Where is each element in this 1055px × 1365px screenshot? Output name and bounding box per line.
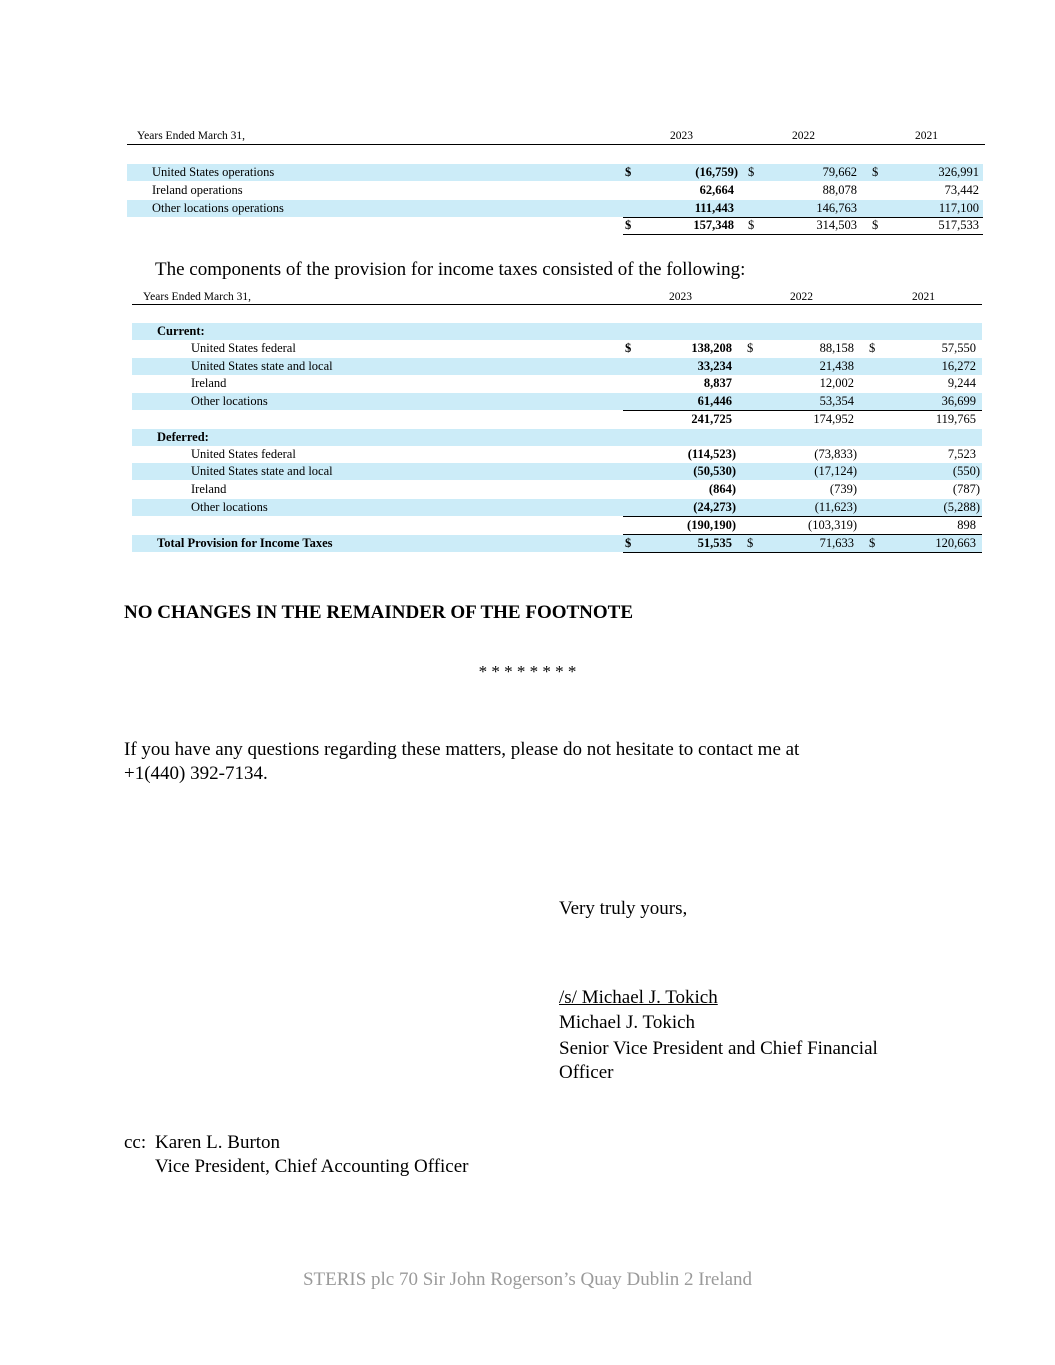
subtotal-2022: (103,319) — [808, 518, 857, 532]
closing-salutation: Very truly yours, — [559, 898, 688, 919]
currency-symbol: $ — [625, 218, 632, 232]
row-label: Other locations — [191, 394, 268, 408]
income-tax-provision-table — [132, 287, 987, 559]
row-label: Ireland — [191, 482, 227, 496]
value-2023: 138,208 — [691, 341, 732, 355]
value-2023: (50,530) — [693, 464, 736, 478]
value-2022: (17,124) — [814, 464, 857, 478]
grand-total-top-rule — [623, 534, 982, 535]
value-2021: 16,272 — [941, 359, 976, 373]
signer-title-line1: Senior Vice President and Chief Financial — [559, 1038, 878, 1059]
value-2023: 33,234 — [697, 359, 732, 373]
currency-symbol: $ — [748, 165, 755, 179]
year-header-2022: 2022 — [792, 130, 815, 142]
year-header-2021: 2021 — [915, 130, 938, 142]
value-2021: (787) — [952, 482, 980, 496]
section-label: Current: — [157, 324, 205, 338]
row-label: Other locations operations — [152, 201, 284, 215]
total-rule — [623, 234, 983, 235]
table-header-label: Years Ended March 31, — [137, 130, 246, 142]
no-changes-notice: NO CHANGES IN THE REMAINDER OF THE FOOTNOTE — [124, 602, 634, 623]
section-header-deferred — [132, 429, 982, 446]
currency-symbol: $ — [872, 218, 879, 232]
value-2022: 12,002 — [819, 376, 854, 390]
value-2022: 21,438 — [819, 359, 854, 373]
header-rule — [127, 144, 985, 145]
value-2021: 117,100 — [938, 201, 979, 215]
value-2023: (114,523) — [687, 447, 736, 461]
row-label: United States state and local — [191, 464, 333, 478]
row-label: Ireland — [191, 376, 227, 390]
value-2022: (11,623) — [814, 500, 857, 514]
subtotal-2021: 119,765 — [935, 412, 976, 426]
year-header-2021: 2021 — [912, 291, 935, 303]
table-row — [127, 182, 983, 199]
subtotal-2023: 241,725 — [691, 412, 732, 426]
value-2023: 8,837 — [703, 376, 732, 390]
subtotal-2021: 898 — [957, 518, 976, 532]
section-label: Deferred: — [157, 430, 209, 444]
table-row — [132, 463, 982, 480]
currency-symbol: $ — [625, 165, 632, 179]
value-2022: 88,158 — [819, 341, 854, 355]
year-header-2023: 2023 — [670, 130, 693, 142]
grand-total-bottom-rule — [623, 552, 982, 553]
table-row — [132, 340, 982, 357]
grand-total-label: Total Provision for Income Taxes — [157, 536, 333, 550]
currency-symbol: $ — [747, 341, 754, 355]
subtotal-2023: (190,190) — [687, 518, 736, 532]
value-2022: 79,662 — [822, 165, 857, 179]
value-2023: (16,759) — [695, 165, 738, 179]
contact-text-line2: +1(440) 392-7134. — [124, 763, 268, 784]
value-2021: 7,523 — [947, 447, 976, 461]
header-rule — [132, 304, 982, 305]
value-2021: 36,699 — [941, 394, 976, 408]
value-2022: (73,833) — [814, 447, 857, 461]
subtotal-row-current — [132, 411, 982, 428]
signature: /s/ Michael J. Tokich — [559, 987, 718, 1008]
value-2022: (739) — [829, 482, 857, 496]
cc-name: Karen L. Burton — [155, 1132, 281, 1153]
currency-symbol: $ — [747, 536, 754, 550]
table-row — [132, 499, 982, 516]
year-header-2023: 2023 — [669, 291, 692, 303]
footer-address: STERIS plc 70 Sir John Rogerson’s Quay Dublin 2 Ireland — [302, 1269, 753, 1290]
table-row — [132, 358, 982, 375]
currency-symbol: $ — [625, 536, 632, 550]
table-header-label: Years Ended March 31, — [143, 291, 252, 303]
total-2023: 157,348 — [693, 218, 734, 232]
row-label: United States federal — [191, 447, 296, 461]
value-2023: 111,443 — [694, 201, 734, 215]
table-intro-text: The components of the provision for income taxes consisted of the following: — [155, 259, 746, 280]
currency-symbol: $ — [872, 165, 879, 179]
income-by-location-table — [127, 126, 987, 238]
value-2022: 146,763 — [816, 201, 857, 215]
signer-name: Michael J. Tokich — [559, 1012, 696, 1033]
value-2022: 88,078 — [822, 183, 857, 197]
value-2021: 9,244 — [947, 376, 976, 390]
subtotal-2022: 174,952 — [813, 412, 854, 426]
grand-total-2022: 71,633 — [819, 536, 854, 550]
row-label: United States state and local — [191, 359, 333, 373]
value-2022: 53,354 — [819, 394, 854, 408]
currency-symbol: $ — [625, 341, 632, 355]
cc-label: cc: — [124, 1132, 147, 1153]
subtotal-row-deferred — [132, 517, 982, 534]
value-2021: 73,442 — [944, 183, 979, 197]
table-row — [132, 375, 982, 392]
value-2021: (550) — [952, 464, 980, 478]
value-2023: (864) — [708, 482, 736, 496]
grand-total-row — [132, 535, 982, 552]
grand-total-2021: 120,663 — [935, 536, 976, 550]
currency-symbol: $ — [748, 218, 755, 232]
table-row — [132, 481, 982, 498]
cc-title: Vice President, Chief Accounting Officer — [155, 1156, 469, 1177]
currency-symbol: $ — [869, 341, 876, 355]
value-2021: (5,288) — [943, 500, 980, 514]
contact-text-line1: If you have any questions regarding these matters, please do not hesitate to contact me at — [124, 739, 800, 760]
total-row — [127, 217, 983, 234]
table-row — [132, 446, 982, 463]
separator-asterisks: * * * * * * * * — [478, 662, 577, 681]
year-header-2022: 2022 — [790, 291, 813, 303]
table-row — [127, 200, 983, 217]
value-2023: (24,273) — [693, 500, 736, 514]
currency-symbol: $ — [869, 536, 876, 550]
value-2023: 62,664 — [699, 183, 734, 197]
value-2021: 57,550 — [941, 341, 976, 355]
value-2021: 326,991 — [938, 165, 979, 179]
grand-total-2023: 51,535 — [697, 536, 732, 550]
total-2022: 314,503 — [816, 218, 857, 232]
row-label: Ireland operations — [152, 183, 243, 197]
value-2023: 61,446 — [697, 394, 732, 408]
table-row — [127, 164, 983, 181]
row-label: United States federal — [191, 341, 296, 355]
row-label: Other locations — [191, 500, 268, 514]
total-2021: 517,533 — [938, 218, 979, 232]
row-label: United States operations — [152, 165, 275, 179]
signer-title-line2: Officer — [559, 1062, 614, 1083]
section-header-current — [132, 323, 982, 340]
table-row — [132, 393, 982, 410]
